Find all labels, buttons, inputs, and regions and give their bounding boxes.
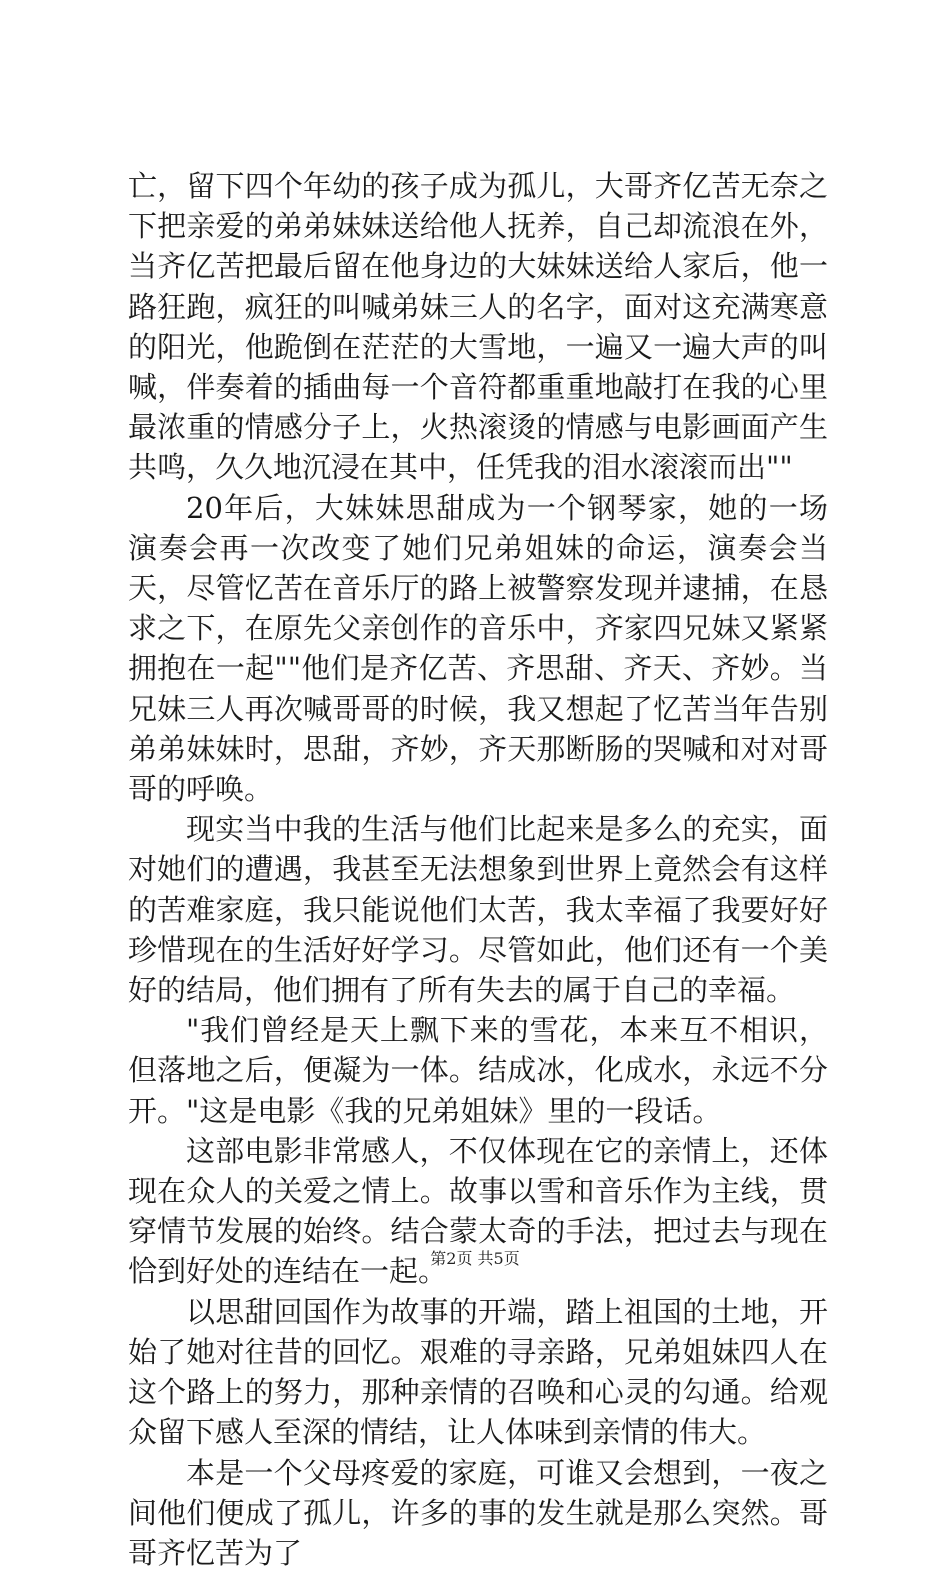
- paragraph-7: 本是一个父母疼爱的家庭，可谁又会想到，一夜之间他们便成了孤儿，许多的事的发生就是那么突然。哥哥齐忆苦为了: [128, 1453, 828, 1573]
- paragraph-3: 现实当中我的生活与他们比起来是多么的充实，面对她们的遭遇，我甚至无法想象到世界上竟然会有这样的苦难家庭，我只能说他们太苦，我太幸福了我要好好珍惜现在的生活好好学习。尽管如此，他们还有一个美好的结局，他们拥有了所有失去的属于自己的幸福。: [128, 809, 828, 1010]
- paragraph-6: 以思甜回国作为故事的开端，踏上祖国的土地，开始了她对往昔的回忆。艰难的寻亲路，兄弟姐妹四人在这个路上的努力，那种亲情的召唤和心灵的勾通。给观众留下感人至深的情结，让人体味到亲情的伟大。: [128, 1292, 828, 1453]
- body-text: [128, 166, 828, 1573]
- paragraph-5: 这部电影非常感人，不仅体现在它的亲情上，还体现在众人的关爱之情上。故事以雪和音乐作为主线，贯穿情节发展的始终。结合蒙太奇的手法，把过去与现在恰到好处的连结在一起。: [128, 1131, 828, 1292]
- paragraph-4: "我们曾经是天上飘下来的雪花，本来互不相识，但落地之后，便凝为一体。结成冰，化成水，永远不分开。"这是电影《我的兄弟姐妹》里的一段话。: [128, 1010, 828, 1131]
- paragraph-1: 亡，留下四个年幼的孩子成为孤儿，大哥齐亿苦无奈之下把亲爱的弟弟妹妹送给他人抚养，自己却流浪在外，当齐亿苦把最后留在他身边的大妹妹送给人家后，他一路狂跑，疯狂的叫喊弟妹三人的名字，面对这充满寒意的阳光，他跪倒在茫茫的大雪地，一遍又一遍大声的叫喊，伴奏着的插曲每一个音符都重重地敲打在我的心里最浓重的情感分子上，火热滚烫的情感与电影画面产生共鸣，久久地沉浸在其中，任凭我的泪水滚滚而出"": [128, 166, 828, 488]
- page-number-footer: 第2页 共5页: [0, 1246, 950, 1269]
- paragraph-2: 20年后，大妹妹思甜成为一个钢琴家，她的一场演奏会再一次改变了她们兄弟姐妹的命运，演奏会当天，尽管忆苦在音乐厅的路上被警察发现并逮捕，在恳求之下，在原先父亲创作的音乐中，齐家四兄妹又紧紧拥抱在一起""他们是齐亿苦、齐思甜、齐天、齐妙。当兄妹三人再次喊哥哥的时候，我又想起了忆苦当年告别弟弟妹妹时，思甜，齐妙，齐天那断肠的哭喊和对对哥哥的呼唤。: [128, 488, 828, 810]
